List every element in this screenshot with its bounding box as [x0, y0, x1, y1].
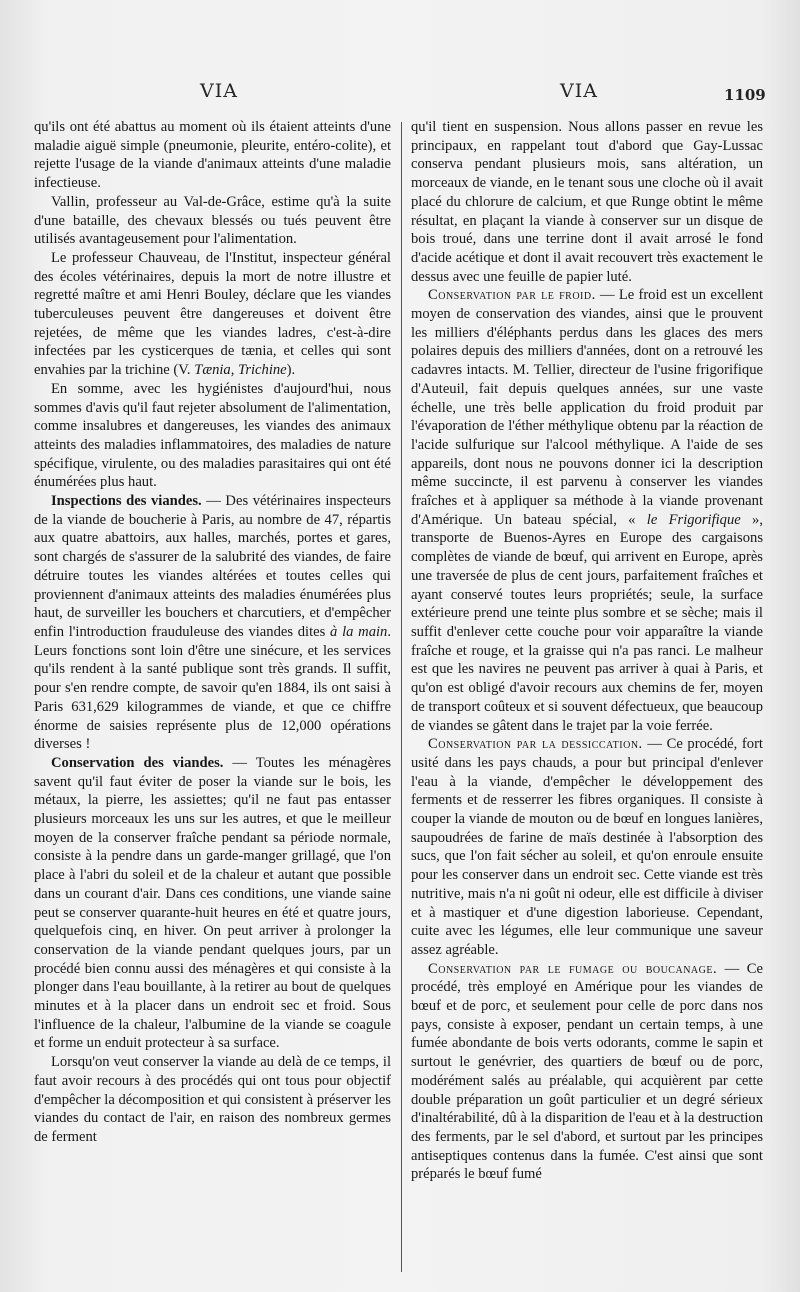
paragraph: Inspections des viandes. — Des vétérinaires inspecteurs de la viande de boucherie à Paris, au nombre de 47, répartis aux quatre abattoirs, aux halles, marchés, portes et gares, sont chargés de s'assurer de la salubrité des viandes, de faire détruire toutes les viandes altérées et toutes celles qui proviennent d'animaux atteints des maladies énumérées plus haut, de surveiller les bouchers et charcutiers, et d'empêcher enfin l'introduction frauduleuse des viandes dites à la main. Leurs fonctions sont loin d'être une sinécure, et les services qu'ils rendent à la santé publique sont très grands. Il suffit, pour s'en rendre compte, de savoir qu'en 1884, ils ont saisi à Paris 631,629 kilogrammes de viande, et que ce chiffre énorme de saisies représente plus de 12,000 opérations diverses !: [34, 493, 391, 753]
paragraph: qu'il tient en suspension. Nous allons passer en revue les principaux, en rappelant tout d'abord que Gay-Lussac conserva pendant plusieurs mois, sans altération, un morceaux de viande, en le tenant sous une cloche où il avait placé du chlorure de calcium, et que Runge obtint le même résultat, en plaçant la viande à conserver sur un disque de bois troué, dans une terrine dont il avait arrosé le fond d'acide acétique et dont il avait recouvert très exactement le dessus avec une feuille de papier luté.: [411, 119, 763, 285]
paragraph: Lorsqu'on veut conserver la viande au delà de ce temps, il faut avoir recours à des procédés qui ont tous pour objectif d'empêcher la décomposition et qui consistent à préserver les viandes du contact de l'air, en raison des nombreux germes de ferment: [34, 1054, 391, 1145]
section-heading: Conservation par le froid.: [428, 287, 596, 304]
right-column: [411, 118, 763, 1184]
left-column: [34, 118, 391, 1147]
running-head-left: VIA: [200, 80, 238, 102]
paragraph: Conservation par la dessiccation. — Ce procédé, fort usité dans les pays chauds, a pour but principal d'enlever l'eau à la viande, d'empêcher le développement des ferments et de resserrer les fibres organiques. Il consiste à couper la viande de mouton ou de bœuf en longues lanières, saupoudrées de farine de maïs destinée à l'absorption des sucs, que l'on fait sécher au soleil, et qu'on enroule ensuite pour les conserver dans un endroit sec. Cette viande est très nutritive, mais n'a ni goût ni odeur, elle est difficile à diviser et à mastiquer et d'une digestion laborieuse. Cependant, cuite avec les légumes, elle leur communique une saveur assez agréable.: [411, 736, 763, 958]
running-head-right: VIA: [560, 80, 598, 102]
paragraph: Conservation par le froid. — Le froid est un excellent moyen de conservation des viandes, ainsi que le prouvent les milliers d'éléphants perdus dans les glaces des mers polaires depuis des milliers d'années, dont on a retrouvé les cadavres intacts. M. Tellier, directeur de l'usine frigorifique d'Auteuil, fait depuis quelques années, sur une vaste échelle, une très belle application du froid produit par l'évaporation de l'éther méthylique obtenu par la réaction de l'acide sulfurique sur l'alcool méthylique. A l'aide de ses appareils, dont nous ne pouvons donner ici la description même succincte, il est parvenu à conserver les viandes fraîches et à appliquer sa méthode à la viande provenant d'Amérique. Un bateau spécial, « le Frigorifique », transporte de Buenos-Ayres en Europe des cargaisons complètes de viande de bœuf, qui arrivent en Europe, après une traversée de plus de cent jours, parfaitement fraîches et ayant conservé toutes leurs propriétés; seule, la surface extérieure prend une teinte plus sombre et se sèche; mais il suffit d'enlever cette couche pour voir apparaître la viande fraîche et rouge, et la graisse qui n'a pas ranci. Le malheur est que les navires ne peuvent pas arriver à quai à Paris, et qu'on est obligé d'avoir recours aux chemins de fer, moyen de transport coûteux et si souvent défectueux, que beaucoup de viandes se gâtent dans le trajet par la voie ferrée.: [411, 287, 764, 734]
page-number: 1109: [724, 86, 766, 104]
italic-reference: Tænia, Trichine: [194, 362, 287, 379]
paragraph: Le professeur Chauveau, de l'Institut, inspecteur général des écoles vétérinaires, depuis la mort de notre illustre et regretté maître et ami Henri Bouley, déclare que les viandes tuberculeuses peuvent être dangereuses et doivent être rejetées, de même que les viandes ladres, c'est-à-dire infectées par les cysticerques de tænia, et celles qui sont envahies par la trichine (V. Tænia, Trichine).: [34, 249, 391, 379]
paragraph: Conservation par le fumage ou boucanage. — Ce procédé, très employé en Amérique pour les viandes de bœuf et de porc, et seulement pour celle de porc dans nos pays, consiste à exposer, pendant un certain temps, à une fumée abondante de bois verts odorants, comme le sapin et surtout le genévrier, des quartiers de bœuf ou de porc, modérément salés au préalable, qui acquièrent par cette double préparation un goût particulier et un degré sérieux d'inaltérabilité, dû à la disparition de l'eau et à la destruction des ferments, par le sel d'abord, et surtout par les principes antiseptiques contenus dans la fumée. C'est ainsi que sont préparés le bœuf fumé: [411, 960, 763, 1183]
column-divider: [401, 122, 402, 1272]
section-heading: Inspections des viandes.: [51, 493, 202, 510]
paragraph: qu'ils ont été abattus au moment où ils étaient atteints d'une maladie aiguë simple (pneumonie, pleurite, entéro-colite), et rejette l'usage de la viande d'animaux atteints d'une maladie infectieuse.: [34, 119, 391, 192]
section-heading: Conservation par le fumage ou boucanage.: [428, 960, 718, 977]
paragraph: Vallin, professeur au Val-de-Grâce, estime qu'à la suite d'une bataille, des chevaux blessés ou tués peuvent être utilisés avantageusement pour l'alimentation.: [34, 193, 391, 248]
section-heading: Conservation par la dessiccation.: [428, 736, 643, 753]
paragraph: En somme, avec les hygiénistes d'aujourd'hui, nous sommes d'avis qu'il faut rejeter absolument de l'alimentation, comme insalubres et dangereuses, les viandes des animaux atteints des maladies inflammatoires, des maladies de nature spécifique, virulente, ou des maladies parasitaires qui ont été énumérées plus haut.: [34, 380, 391, 491]
paragraph: Conservation des viandes. — Toutes les ménagères savent qu'il faut éviter de poser la viande sur le bois, les métaux, la pierre, les assiettes; qu'il ne faut pas entasser plusieurs morceaux les uns sur les autres, et que le meilleur moyen de la conserver fraîche pendant sa période normale, consiste à la pendre dans un garde-manger grillagé, que l'on place à l'abri du soleil et de la chaleur et autant que possible dans un courant d'air. Dans ces conditions, une viande saine peut se conserver quarante-huit heures en été et quatre jours, quelquefois cinq, en hiver. On peut arriver à prolonger la conservation de la viande pendant quelques jours, par un procédé bien connu aussi des ménagères et qui consiste à la plonger dans l'eau bouillante, à la retirer au bout de quelques minutes et à la placer dans un endroit sec et froid. Sous l'influence de la chaleur, l'albumine de la viande se coagule et forme un enduit protecteur à sa surface.: [34, 754, 391, 1052]
section-heading: Conservation des viandes.: [51, 754, 224, 771]
